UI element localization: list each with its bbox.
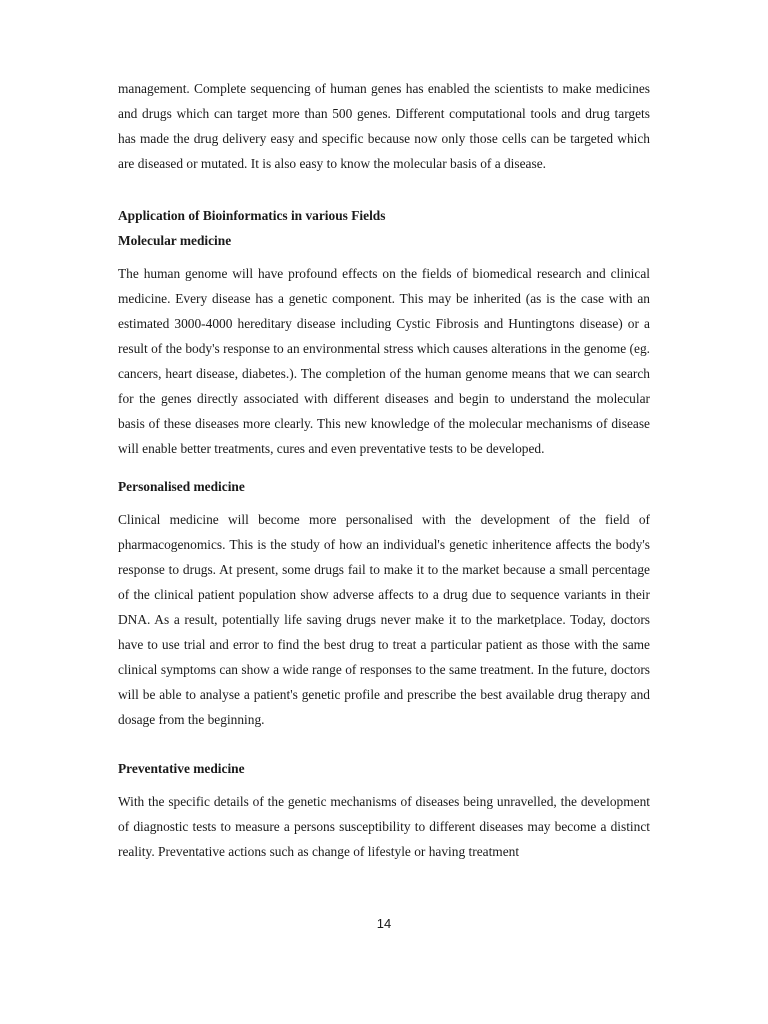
- molecular-medicine-heading: Molecular medicine: [118, 233, 232, 248]
- page-number: 14: [376, 916, 392, 931]
- document-page: [118, 76, 650, 864]
- personalised-medicine-paragraph: Clinical medicine will become more personalised with the development of the field of pharmacogenomics. This is the study of how an individual's genetic inheritence affects the body's response to drugs. At present, some drugs fail to make it to the market because a small percentage of the clinical patient population show adverse affects to a drug due to sequence variants in their DNA. As a result, potentially life saving drugs never make it to the marketplace. Today, doctors have to use trial and error to find the best drug to treat a particular patient as those with the same clinical symptoms can show a wide range of responses to the same treatment. In the future, doctors will be able to analyse a patient's genetic profile and prescribe the best available drug therapy and dosage from the beginning.: [118, 512, 650, 727]
- molecular-medicine-paragraph: The human genome will have profound effects on the fields of biomedical research and clinical medicine. Every disease has a genetic component. This may be inherited (as is the case with an estimated 3000-4000 hereditary disease including Cystic Fibrosis and Huntingtons disease) or a result of the body's response to an environmental stress which causes alterations in the genome (eg. cancers, heart disease, diabetes.). The completion of the human genome means that we can search for the genes directly associated with different diseases and begin to understand the molecular basis of these diseases more clearly. This new knowledge of the molecular mechanisms of disease will enable better treatments, cures and even preventative tests to be developed.: [118, 266, 650, 456]
- section-heading: Application of Bioinformatics in various Fields: [118, 208, 386, 223]
- personalised-medicine-heading: Personalised medicine: [118, 479, 245, 494]
- intro-paragraph: management. Complete sequencing of human genes has enabled the scientists to make medicines and drugs which can target more than 500 genes. Different computational tools and drug targets has made the drug delivery easy and specific because now only those cells can be targeted which are diseased or mutated. It is also easy to know the molecular basis of a disease.: [118, 81, 650, 171]
- preventative-medicine-paragraph: With the specific details of the genetic mechanisms of diseases being unravelled, the development of diagnostic tests to measure a persons susceptibility to different diseases may become a distinct reality. Preventative actions such as change of lifestyle or having treatment: [118, 794, 650, 859]
- preventative-medicine-heading: Preventative medicine: [118, 761, 245, 776]
